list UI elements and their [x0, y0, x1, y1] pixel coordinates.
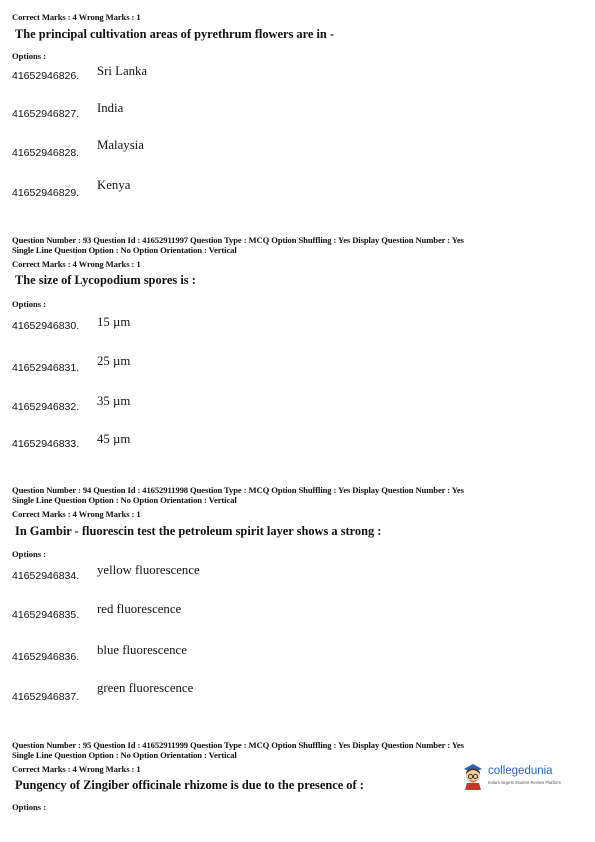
question-meta-line: Question Number : 94 Question Id : 41652911998 Question Type : MCQ Option Shuffling : Yes Display Question Number : Yes: [12, 485, 464, 495]
option-id: 41652946831.: [12, 362, 80, 374]
option-text: India: [97, 101, 124, 115]
options-label: Options :: [12, 51, 47, 61]
option-text: blue fluorescence: [97, 643, 187, 657]
option-id: 41652946830.: [12, 320, 80, 332]
watermark-name: collegedunia: [488, 765, 553, 777]
option-id: 41652946828.: [12, 147, 80, 159]
options-label: Options :: [12, 802, 47, 812]
student-mascot-icon: [460, 760, 486, 790]
question-meta-line: Question Number : 93 Question Id : 41652911997 Question Type : MCQ Option Shuffling : Yes Display Question Number : Yes: [12, 235, 464, 245]
option-id: 41652946829.: [12, 187, 80, 199]
option-text: 45 µm: [97, 432, 131, 446]
option-id: 41652946826.: [12, 70, 80, 82]
marks-line: Correct Marks : 4 Wrong Marks : 1: [12, 12, 141, 22]
marks-line: Correct Marks : 4 Wrong Marks : 1: [12, 764, 141, 774]
collegedunia-watermark: [460, 760, 560, 790]
question-text: In Gambir - fluorescin test the petroleum spirit layer shows a strong :: [15, 524, 382, 538]
option-id: 41652946832.: [12, 401, 80, 413]
question-meta-line: Question Number : 95 Question Id : 41652911999 Question Type : MCQ Option Shuffling : Yes Display Question Number : Yes: [12, 740, 464, 750]
option-id: 41652946834.: [12, 570, 80, 582]
question-text: Pungency of Zingiber officinale rhizome is due to the presence of :: [15, 778, 364, 792]
question-meta-line: Single Line Question Option : No Option Orientation : Vertical: [12, 495, 237, 505]
option-text: 15 µm: [97, 315, 131, 329]
options-label: Options :: [12, 549, 47, 559]
option-text: yellow fluorescence: [97, 563, 200, 577]
option-text: 25 µm: [97, 354, 131, 368]
option-text: red fluorescence: [97, 602, 182, 616]
question-text: The principal cultivation areas of pyrethrum flowers are in -: [15, 27, 335, 41]
option-text: Sri Lanka: [97, 64, 148, 78]
question-meta-line: Single Line Question Option : No Option Orientation : Vertical: [12, 245, 237, 255]
options-label: Options :: [12, 299, 47, 309]
option-text: 35 µm: [97, 394, 131, 408]
option-text: Malaysia: [97, 138, 144, 152]
option-id: 41652946836.: [12, 651, 80, 663]
option-id: 41652946833.: [12, 438, 80, 450]
watermark-tagline: India's largest Student Review Platform: [488, 780, 561, 785]
option-id: 41652946835.: [12, 609, 80, 621]
option-text: Kenya: [97, 178, 131, 192]
option-id: 41652946827.: [12, 108, 80, 120]
marks-line: Correct Marks : 4 Wrong Marks : 1: [12, 509, 141, 519]
marks-line: Correct Marks : 4 Wrong Marks : 1: [12, 259, 141, 269]
option-id: 41652946837.: [12, 691, 80, 703]
option-text: green fluorescence: [97, 681, 194, 695]
question-text: The size of Lycopodium spores is :: [15, 273, 196, 287]
question-meta-line: Single Line Question Option : No Option Orientation : Vertical: [12, 750, 237, 760]
